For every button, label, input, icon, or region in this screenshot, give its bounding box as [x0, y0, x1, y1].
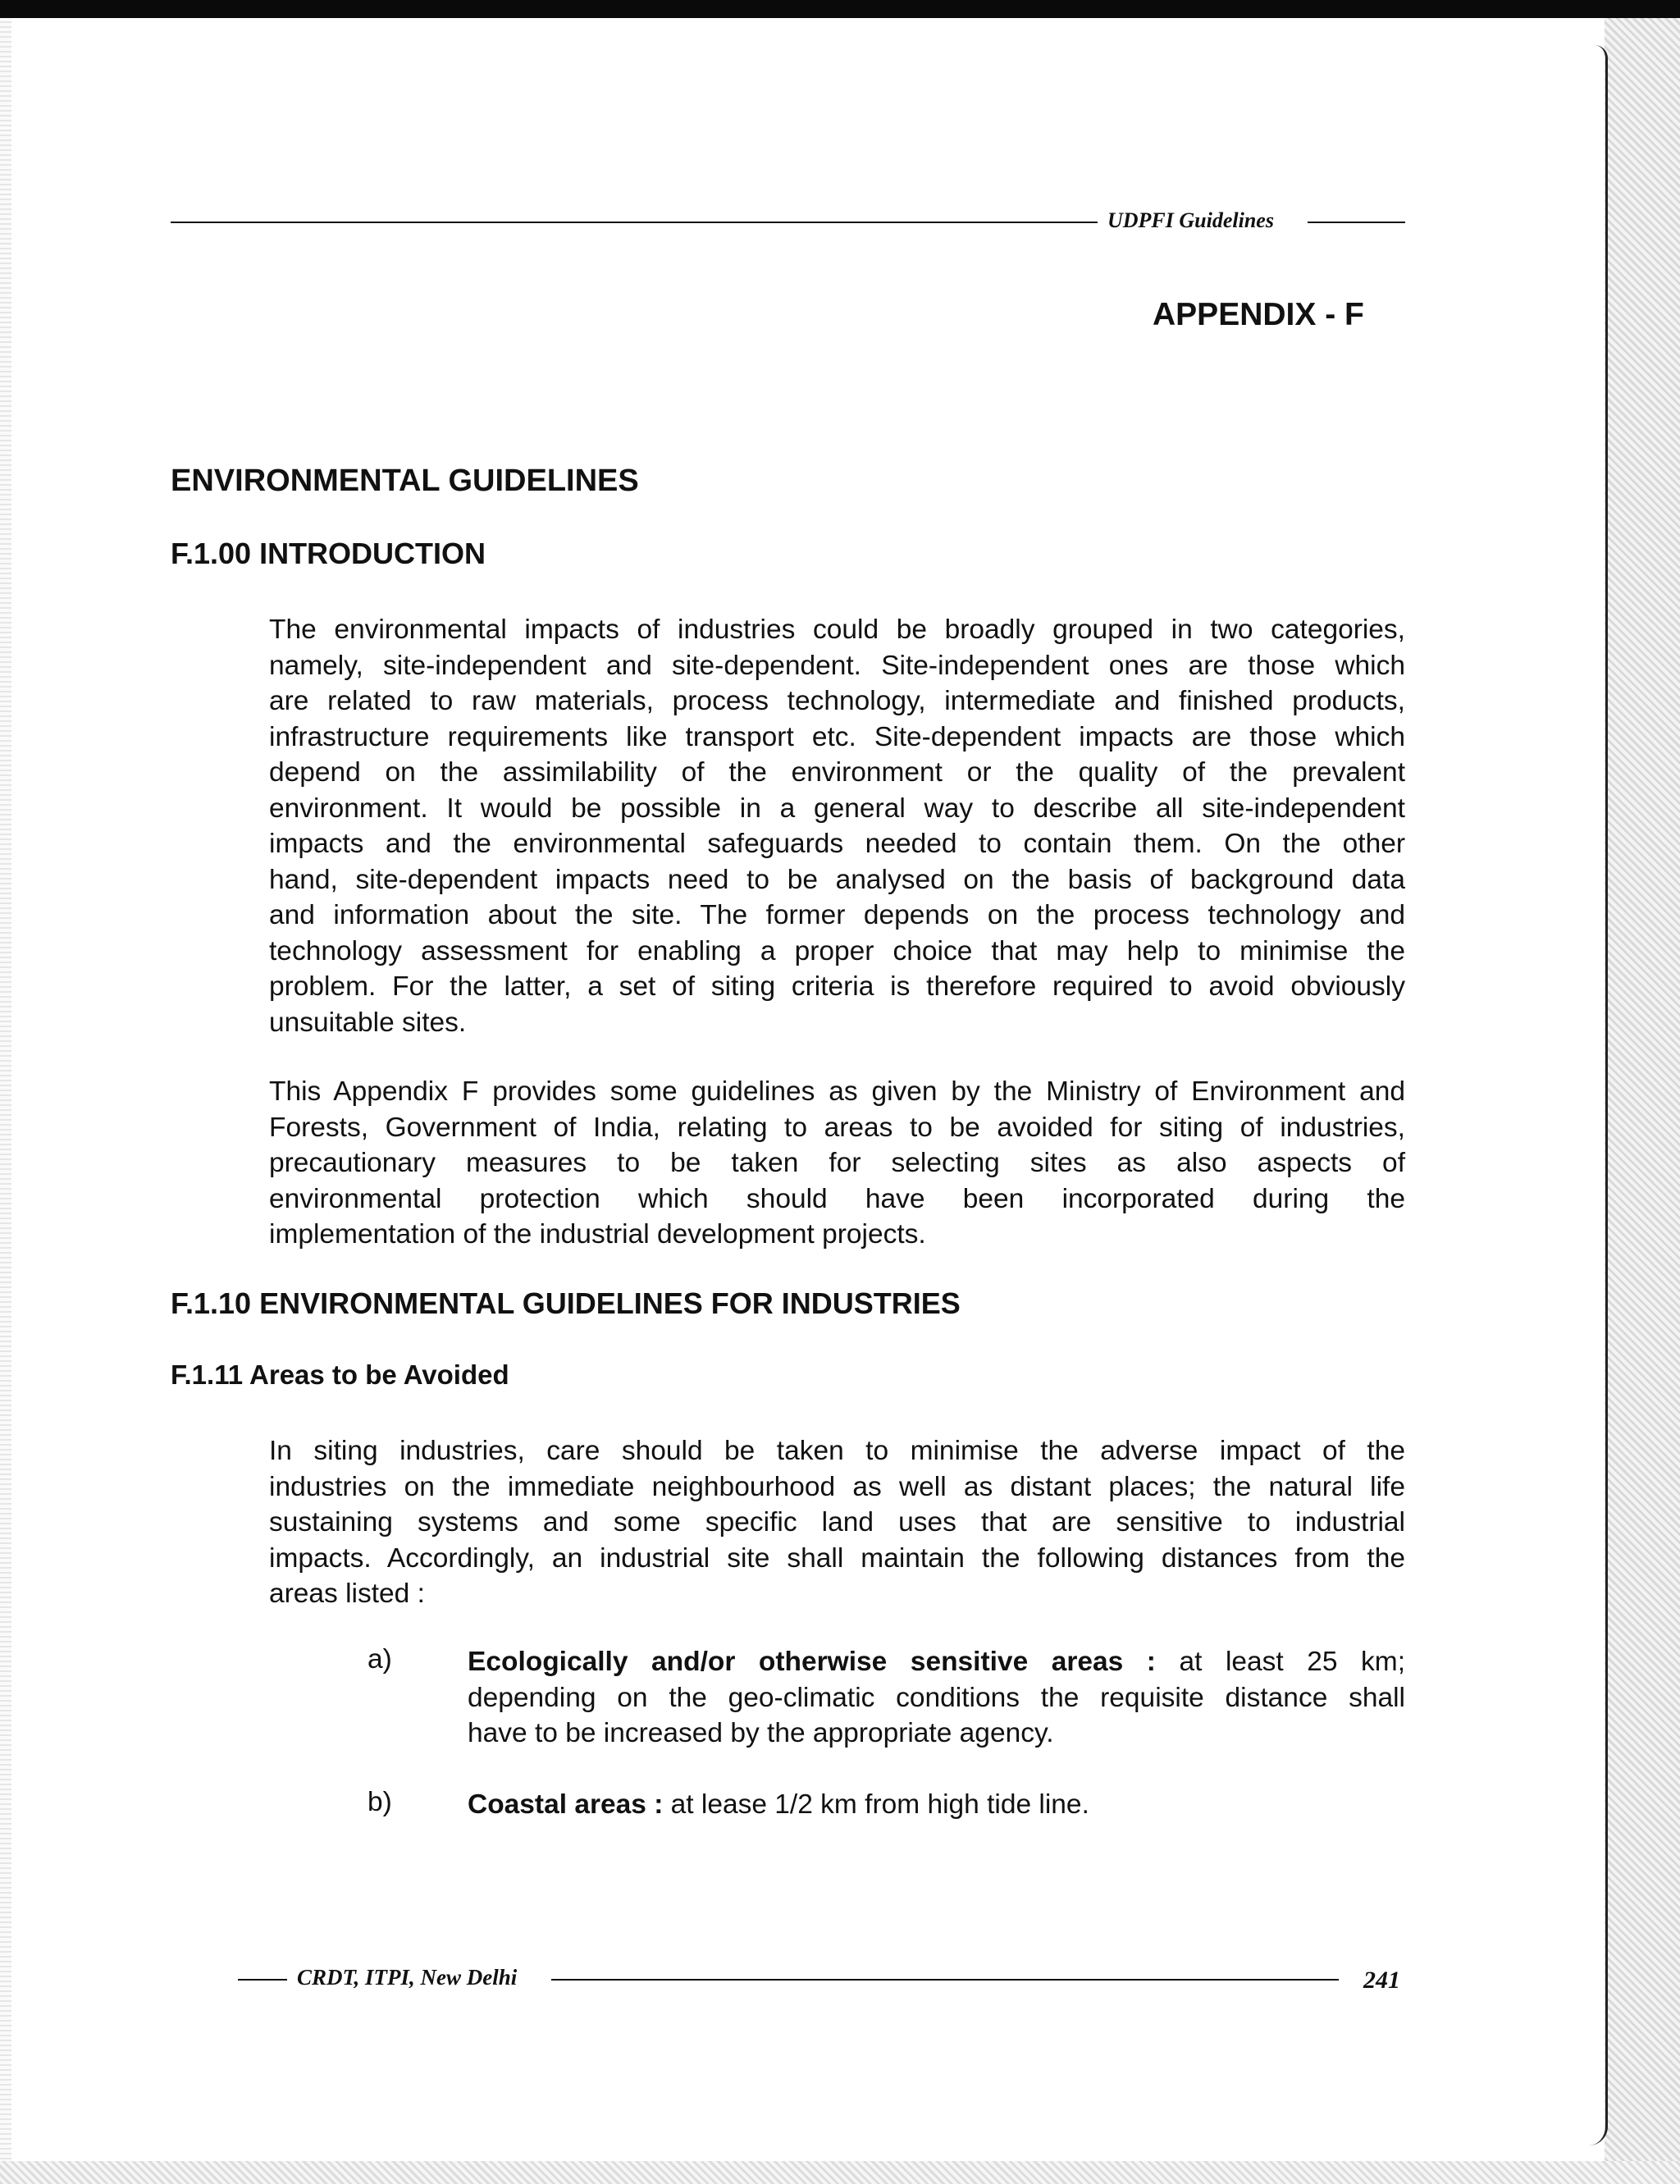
text-line: namely, site-independent and site-dependent. Site-independent ones are those which [269, 650, 1405, 681]
text-line: are related to raw materials, process technology, intermediate and finished products, [269, 686, 1405, 716]
list-marker: a) [368, 1644, 392, 1675]
header-rule-left [171, 222, 1098, 223]
section-heading-introduction: F.1.00 INTRODUCTION [171, 537, 486, 570]
footer-rule [551, 1979, 1339, 1981]
areas-paragraph [269, 1433, 1405, 1612]
section-heading-industries: F.1.10 ENVIRONMENTAL GUIDELINES FOR INDUSTRIES [171, 1286, 961, 1320]
text-line: depending on the geo-climatic conditions the requisite distance shall [468, 1682, 1405, 1713]
text-line: and information about the site. The former depends on the process technology and [269, 900, 1405, 930]
document-title: ENVIRONMENTAL GUIDELINES [171, 464, 639, 498]
list-item-body [468, 1644, 1405, 1752]
intro-paragraph-2 [269, 1074, 1405, 1253]
text-line: sustaining systems and some specific land uses that are sensitive to industrial [269, 1507, 1405, 1537]
text-line: This Appendix F provides some guidelines as given by the Ministry of Environment and [269, 1076, 1405, 1107]
running-header-title: UDPFI Guidelines [1107, 208, 1274, 232]
scan-right-edge [1605, 18, 1680, 2184]
text-line: depend on the assimilability of the environment or the quality of the prevalent [269, 757, 1405, 788]
appendix-title: APPENDIX - F [1153, 297, 1364, 332]
text-line: technology assessment for enabling a proper choice that may help to minimise the [269, 935, 1405, 966]
text-line: impacts and the environmental safeguards needed to contain them. On the other [269, 829, 1405, 859]
footer-source: CRDT, ITPI, New Delhi [297, 1965, 518, 1990]
page-edge [1589, 45, 1608, 2145]
text-line: unsuitable sites. [269, 1007, 467, 1038]
intro-paragraph-1 [269, 612, 1405, 1040]
text-line: implementation of the industrial development projects. [269, 1219, 926, 1250]
text-line: environment. It would be possible in a general way to describe all site-independent [269, 793, 1405, 824]
text-line: industries on the immediate neighbourhood as well as distant places; the natural life [269, 1471, 1405, 1502]
header-rule-right [1308, 222, 1405, 223]
text-line: have to be increased by the appropriate agency. [468, 1718, 1054, 1748]
text-line [468, 1787, 1405, 1823]
list-item-text: at least 25 km; [1155, 1647, 1405, 1677]
text-line: hand, site-dependent impacts need to be analysed on the basis of background data [269, 864, 1405, 895]
list-item-term: Coastal areas : [468, 1789, 664, 1820]
list-item-text: at lease 1/2 km from high tide line. [663, 1789, 1089, 1820]
scan-left-edge [0, 18, 11, 2184]
scan-top-border [0, 0, 1680, 18]
list-item-body [468, 1787, 1405, 1823]
list-marker: b) [368, 1787, 392, 1817]
running-footer [238, 1962, 1405, 1995]
text-line: In siting industries, care should be taken to minimise the adverse impact of the [269, 1436, 1405, 1466]
list-item-term: Ecologically and/or otherwise sensitive areas : [468, 1647, 1156, 1677]
text-line: The environmental impacts of industries could be broadly grouped in two categories, [269, 615, 1405, 645]
text-line: precautionary measures to be taken for selecting sites as also aspects of [269, 1148, 1405, 1178]
text-line: Forests, Government of India, relating to areas to be avoided for siting of industries, [269, 1112, 1405, 1143]
text-line: environmental protection which should have been incorporated during the [269, 1183, 1405, 1214]
text-line: impacts. Accordingly, an industrial site shall maintain the following distances from the [269, 1542, 1405, 1574]
scan-bottom-edge [0, 2161, 1680, 2184]
text-line: problem. For the latter, a set of siting criteria is therefore required to avoid obviously [269, 971, 1405, 1002]
text-line: infrastructure requirements like transport etc. Site-dependent impacts are those which [269, 721, 1405, 752]
page-number: 241 [1363, 1967, 1400, 1994]
running-header [171, 205, 1405, 238]
footer-rule-left [238, 1979, 287, 1981]
subsection-heading-areas-avoided: F.1.11 Areas to be Avoided [171, 1359, 509, 1390]
text-line: areas listed : [269, 1579, 425, 1609]
text-line [468, 1644, 1405, 1680]
